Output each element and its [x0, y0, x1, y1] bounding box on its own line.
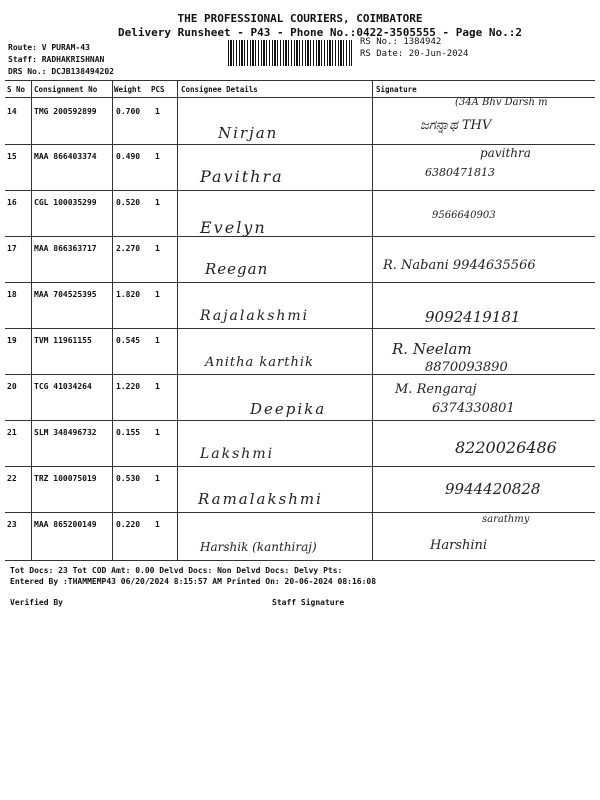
- row-consignment: TRZ 100075019: [34, 474, 97, 483]
- row-consignee-handwritten: Harshik (kanthiraj): [200, 540, 317, 554]
- row-consignee-handwritten: Rajalakshmi: [200, 308, 310, 324]
- row-consignee-handwritten: Deepika: [250, 400, 327, 418]
- rs-date: RS Date: 20-Jun-2024: [360, 49, 469, 59]
- staff-signature-label: Staff Signature: [272, 598, 345, 607]
- col-header-sno: S No: [7, 85, 26, 94]
- row-signature: Harshini: [430, 538, 488, 553]
- row-sno: 18: [7, 290, 17, 299]
- row-pcs: 1: [155, 198, 160, 207]
- row-sno: 15: [7, 152, 17, 161]
- row-sign-note: pavithra: [480, 146, 531, 160]
- row-weight: 0.545: [116, 336, 141, 345]
- col-header-weight: Weight: [114, 85, 142, 94]
- verified-by-label: Verified By: [10, 598, 63, 607]
- row-consignment: MAA 866363717: [34, 244, 97, 253]
- row-consignment: MAA 704525395: [34, 290, 97, 299]
- row-consignee-handwritten: Nirjan: [218, 124, 279, 142]
- row-consignment: TVM 11961155: [34, 336, 92, 345]
- col-header-consignee: Consignee Details: [181, 85, 258, 94]
- row-signature: 6380471813: [425, 166, 495, 179]
- company-title: THE PROFESSIONAL COURIERS, COIMBATORE: [177, 12, 423, 25]
- row-consignee-handwritten: Anitha karthik: [205, 355, 314, 370]
- row-sno: 20: [7, 382, 17, 391]
- row-consignee-handwritten: Reegan: [205, 260, 269, 278]
- row-pcs: 1: [155, 107, 160, 116]
- route-label: Route: V PURAM-43: [8, 43, 90, 52]
- row-pcs: 1: [155, 336, 160, 345]
- row-sno: 14: [7, 107, 17, 116]
- row-sno: 17: [7, 244, 17, 253]
- row-pcs: 1: [155, 152, 160, 161]
- row-signature: ಜಗನ್ನಾಥ THV: [420, 118, 492, 133]
- drs-number: DRS No.: DCJB138494202: [8, 67, 114, 76]
- staff-label: Staff: RADHAKRISHNAN: [8, 55, 105, 64]
- row-consignment: TMG 200592899: [34, 107, 97, 116]
- row-weight: 2.270: [116, 244, 141, 253]
- row-weight: 0.490: [116, 152, 141, 161]
- row-signature: 9566640903: [432, 210, 496, 221]
- row-signature: R. Nabani 9944635566: [383, 258, 536, 273]
- row-consignment: CGL 100035299: [34, 198, 97, 207]
- row-weight: 0.220: [116, 520, 141, 529]
- barcode-image: [228, 40, 352, 66]
- row-consignment: TCG 41034264: [34, 382, 92, 391]
- row-sign-note: R. Neelam: [392, 340, 472, 358]
- row-sno: 16: [7, 198, 17, 207]
- row-sno: 23: [7, 520, 17, 529]
- col-header-pcs: PCS: [151, 85, 165, 94]
- row-sign-note: M. Rengaraj: [395, 382, 477, 397]
- row-consignee-handwritten: Pavithra: [200, 167, 284, 186]
- row-signature: 9944420828: [445, 480, 541, 498]
- row-signature: 6374330801: [432, 401, 515, 416]
- row-pcs: 1: [155, 428, 160, 437]
- row-consignee-handwritten: Ramalakshmi: [198, 490, 323, 508]
- col-header-consignment: Consignment No: [34, 85, 98, 94]
- row-sno: 19: [7, 336, 17, 345]
- row-sno: 21: [7, 428, 17, 437]
- entered-by-line: Entered By :THAMMEMP43 06/20/2024 8:15:57 AM Printed On: 20-06-2024 08:16:08: [10, 577, 377, 586]
- row-signature: 8220026486: [455, 438, 557, 457]
- row-consignment: SLM 348496732: [34, 428, 97, 437]
- row-weight: 0.530: [116, 474, 141, 483]
- totals-line: Tot Docs: 23 Tot COD Amt: 0.00 Delvd Docs: Non Delvd Docs: Delvy Pts:: [10, 566, 343, 575]
- row-signature: 9092419181: [425, 308, 521, 326]
- row-pcs: 1: [155, 290, 160, 299]
- row-weight: 1.820: [116, 290, 141, 299]
- row-pcs: 1: [155, 474, 160, 483]
- row-weight: 0.155: [116, 428, 141, 437]
- runsheet-subtitle: Delivery Runsheet - P43 - Phone No.:0422-3505555 - Page No.:2: [118, 26, 522, 39]
- row-sno: 22: [7, 474, 17, 483]
- row-signature: 8870093890: [425, 360, 508, 375]
- row-pcs: 1: [155, 520, 160, 529]
- row-sign-note: sarathmy: [482, 514, 530, 525]
- row-sign-note: (34A Bhv Darsh m: [455, 97, 548, 108]
- row-pcs: 1: [155, 244, 160, 253]
- row-weight: 0.700: [116, 107, 141, 116]
- row-weight: 1.220: [116, 382, 141, 391]
- row-weight: 0.520: [116, 198, 141, 207]
- col-header-signature: Signature: [376, 85, 417, 94]
- row-consignee-handwritten: Evelyn: [200, 218, 267, 237]
- row-consignee-handwritten: Lakshmi: [200, 446, 275, 462]
- row-pcs: 1: [155, 382, 160, 391]
- row-consignment: MAA 866403374: [34, 152, 97, 161]
- rs-number: RS No.: 1384942: [360, 37, 442, 47]
- row-consignment: MAA 865200149: [34, 520, 97, 529]
